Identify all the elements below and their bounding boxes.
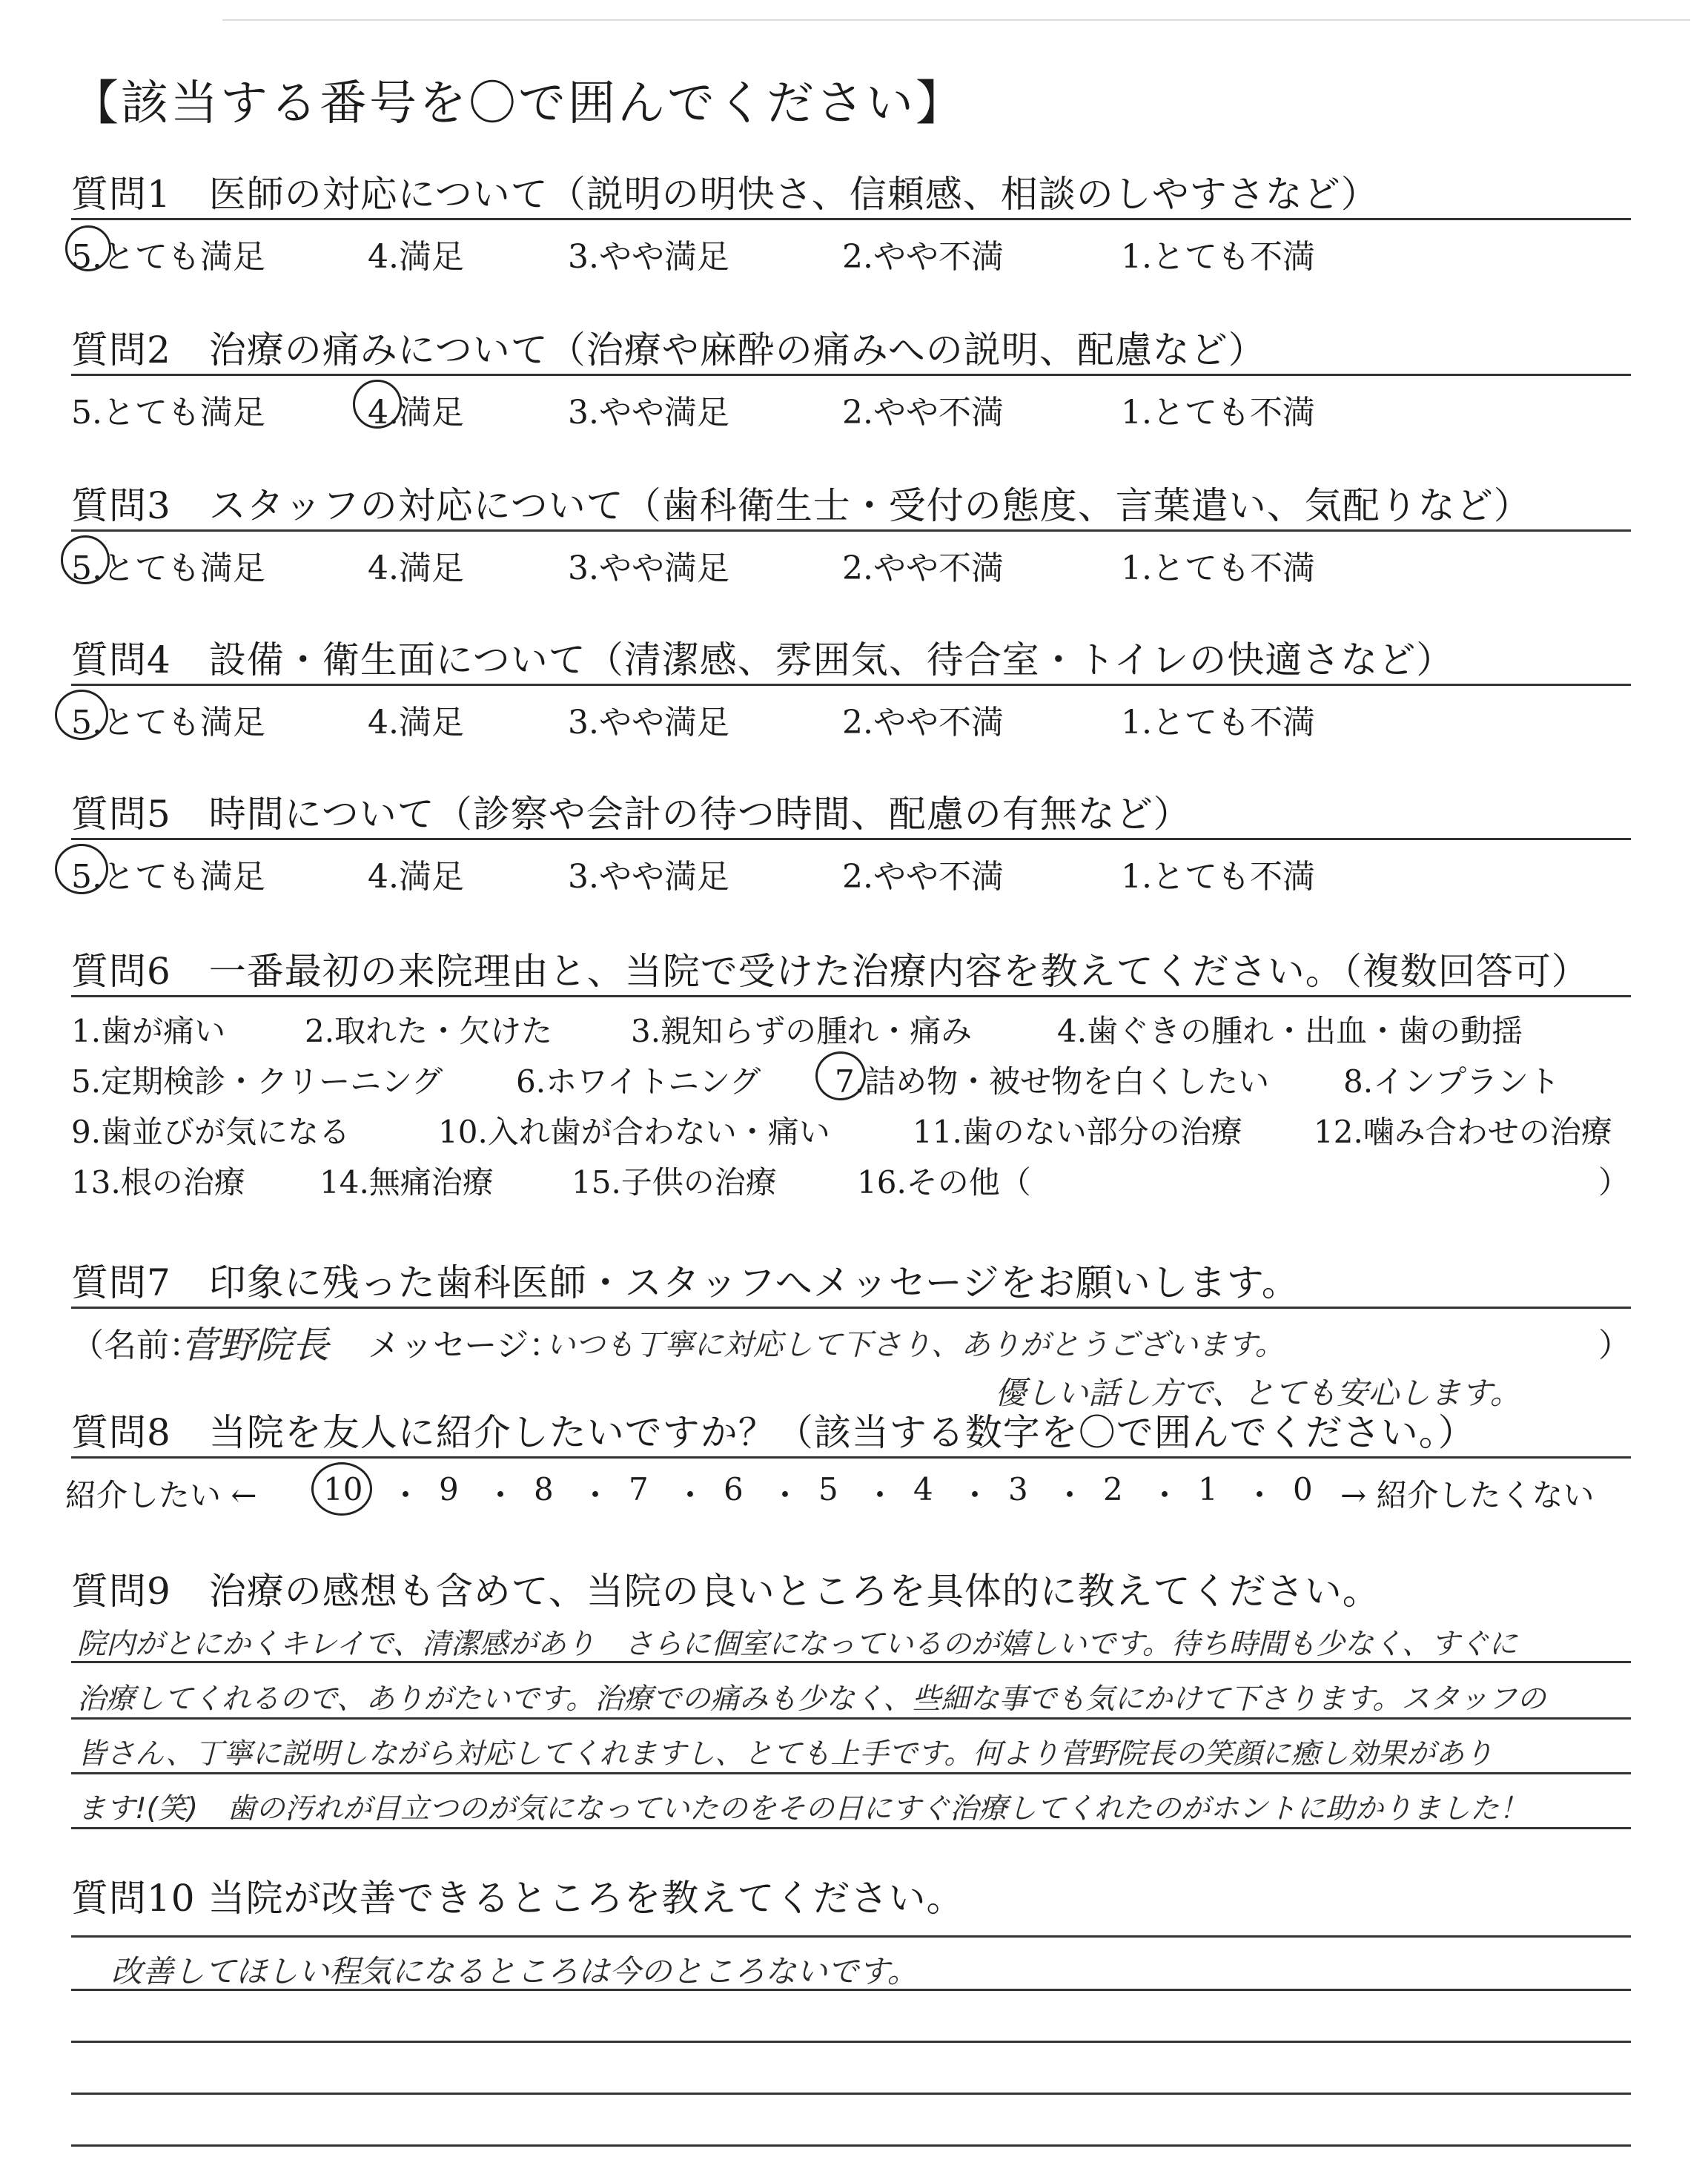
- q2-option-3[interactable]: 3.やや満足: [568, 394, 729, 432]
- q8-scale-3[interactable]: 3: [1008, 1471, 1028, 1507]
- q8-scale-7[interactable]: 7: [629, 1471, 649, 1507]
- question-10-title: 質問10 当院が改善できるところを教えてください。: [71, 1877, 964, 1920]
- q3-selection-circle: [61, 535, 110, 584]
- question-8-rule: [71, 1456, 1631, 1459]
- q6-option-8[interactable]: 8.インプラント: [1343, 1063, 1560, 1100]
- q8-dot: ・: [390, 1477, 422, 1513]
- q6-option-16[interactable]: 16.その他（: [857, 1164, 1031, 1200]
- q6-option-3[interactable]: 3.親知らずの腫れ・痛み: [631, 1013, 973, 1049]
- question-2-title: 質問2 治療の痛みについて（治療や麻酔の痛みへの説明、配慮など）: [71, 328, 1266, 371]
- q6-option-14[interactable]: 14.無痛治療: [320, 1164, 494, 1200]
- q8-scale-1[interactable]: 1: [1198, 1471, 1218, 1507]
- q5-option-2[interactable]: 2.やや不満: [842, 858, 1004, 896]
- q7-name-label: （名前：: [71, 1327, 202, 1364]
- question-5-title: 質問5 時間について（診察や会計の待つ時間、配慮の有無など）: [71, 793, 1191, 836]
- q8-selection-circle: [311, 1462, 372, 1516]
- q3-option-5[interactable]: 5.とても満足: [71, 549, 265, 587]
- q1-option-2[interactable]: 2.やや不満: [842, 238, 1004, 276]
- q7-close-paren: ）: [1598, 1327, 1631, 1364]
- q2-option-1[interactable]: 1.とても不満: [1121, 394, 1315, 432]
- q3-option-1[interactable]: 1.とても不満: [1121, 549, 1315, 587]
- q3-option-2[interactable]: 2.やや不満: [842, 549, 1004, 587]
- q6-option-5[interactable]: 5.定期検診・クリーニング: [71, 1063, 443, 1100]
- q1-option-3[interactable]: 3.やや満足: [568, 238, 729, 276]
- page-heading: 【該当する番号を〇で囲んでください】: [71, 76, 965, 131]
- q8-scale-2[interactable]: 2: [1103, 1471, 1123, 1507]
- q7-message-line2: 優しい話し方で、とても安心します。: [995, 1375, 1521, 1411]
- q9-writing-line-3: [71, 1772, 1631, 1774]
- q6-option-16-close: ）: [1598, 1164, 1630, 1200]
- q6-option-12[interactable]: 12.噛み合わせの治療: [1314, 1114, 1612, 1150]
- question-2-rule: [71, 374, 1631, 376]
- q9-writing-line-2: [71, 1717, 1631, 1720]
- q10-writing-line-3: [71, 2041, 1631, 2043]
- q6-option-6[interactable]: 6.ホワイトニング: [516, 1063, 761, 1100]
- q2-option-2[interactable]: 2.やや不満: [842, 394, 1004, 432]
- q4-option-1[interactable]: 1.とても不満: [1121, 704, 1315, 742]
- question-6-rule: [71, 995, 1631, 997]
- q10-writing-line-5: [71, 2144, 1631, 2147]
- top-scan-line: [222, 19, 1690, 21]
- q1-option-5[interactable]: 5.とても満足: [71, 238, 265, 276]
- q8-scale-6[interactable]: 6: [724, 1471, 744, 1507]
- q7-message-line1: いつも丁寧に対応して下さり、ありがとうございます。: [546, 1328, 1285, 1362]
- q3-option-3[interactable]: 3.やや満足: [568, 549, 729, 587]
- question-7-rule: [71, 1307, 1631, 1309]
- q8-dot: ・: [1149, 1477, 1181, 1513]
- q6-option-13[interactable]: 13.根の治療: [71, 1164, 245, 1200]
- q1-option-1[interactable]: 1.とても不満: [1121, 238, 1315, 276]
- q4-option-3[interactable]: 3.やや満足: [568, 704, 729, 742]
- q10-writing-line-4: [71, 2093, 1631, 2095]
- q2-option-5[interactable]: 5.とても満足: [71, 394, 265, 432]
- q1-option-4[interactable]: 4.満足: [368, 238, 464, 276]
- q2-option-4[interactable]: 4.満足: [368, 394, 464, 432]
- q8-dot: ・: [864, 1477, 896, 1513]
- q3-option-4[interactable]: 4.満足: [368, 549, 464, 587]
- question-3-rule: [71, 529, 1631, 532]
- q5-option-3[interactable]: 3.やや満足: [568, 858, 729, 896]
- question-7-title: 質問7 印象に残った歯科医師・スタッフへメッセージをお願いします。: [71, 1261, 1300, 1304]
- question-5-rule: [71, 838, 1631, 840]
- question-9-title: 質問9 治療の感想も含めて、当院の良いところを具体的に教えてください。: [71, 1570, 1380, 1613]
- q9-answer-line-4: ます!(笑) 歯の汚れが目立つのが気になっていたのをその日にすぐ治療してくれたのがホントに助かりました！: [77, 1792, 1529, 1826]
- question-8-title: 質問8 当院を友人に紹介したいですか？（該当する数字を〇で囲んでください。）: [71, 1411, 1476, 1454]
- q9-writing-line-4: [71, 1827, 1631, 1829]
- q4-option-2[interactable]: 2.やや不満: [842, 704, 1004, 742]
- q6-selection-circle: [815, 1051, 866, 1100]
- q8-dot: ・: [675, 1477, 706, 1513]
- q2-selection-circle: [353, 380, 402, 429]
- q8-scale-9[interactable]: 9: [439, 1471, 459, 1507]
- q1-selection-circle: [65, 225, 111, 271]
- q8-dot: ・: [769, 1477, 801, 1513]
- q4-selection-circle: [55, 690, 108, 740]
- question-1-title: 質問1 医師の対応について（説明の明快さ、信頼感、相談のしやすさなど）: [71, 173, 1379, 216]
- q6-option-10[interactable]: 10.入れ歯が合わない・痛い: [438, 1114, 830, 1150]
- q8-right-label: → 紹介したくない: [1340, 1477, 1595, 1513]
- q5-option-4[interactable]: 4.満足: [368, 858, 464, 896]
- q4-option-5[interactable]: 5.とても満足: [71, 704, 265, 742]
- q8-left-label: 紹介したい ←: [65, 1477, 257, 1513]
- q8-dot: ・: [959, 1477, 991, 1513]
- q7-message-label: メッセージ：: [368, 1327, 562, 1364]
- question-4-rule: [71, 684, 1631, 686]
- question-4-title: 質問4 設備・衛生面について（清潔感、雰囲気、待合室・トイレの快適さなど）: [71, 638, 1454, 681]
- q6-option-11[interactable]: 11.歯のない部分の治療: [913, 1114, 1242, 1150]
- q6-option-4[interactable]: 4.歯ぐきの腫れ・出血・歯の動揺: [1057, 1013, 1523, 1049]
- q8-dot: ・: [1244, 1477, 1276, 1513]
- q8-scale-10[interactable]: 10: [323, 1471, 363, 1507]
- q8-scale-0[interactable]: 0: [1293, 1471, 1313, 1507]
- question-3-title: 質問3 スタッフの対応について（歯科衛生士・受付の態度、言葉遣い、気配りなど）: [71, 484, 1532, 527]
- q4-option-4[interactable]: 4.満足: [368, 704, 464, 742]
- q8-dot: ・: [580, 1477, 612, 1513]
- q9-answer-line-1: 院内がとにかくキレイで、清潔感があり さらに個室になっているのが嬉しいです。待ち時間も少なく、すぐに: [77, 1628, 1517, 1661]
- q6-option-1[interactable]: 1.歯が痛い: [71, 1013, 226, 1049]
- q10-answer-line-1: 改善してほしい程気になるところは今のところないです。: [111, 1953, 918, 1989]
- q6-option-7[interactable]: 7.詰め物・被せ物を白くしたい: [835, 1063, 1270, 1100]
- q9-answer-line-2: 治療してくれるので、ありがたいです。治療での痛みも少なく、些細な事でも気にかけて下さります。スタッフの: [77, 1682, 1546, 1716]
- q8-scale-5[interactable]: 5: [818, 1471, 838, 1507]
- q7-name-handwritten: 菅野院長: [181, 1324, 329, 1367]
- q10-writing-line-1: [71, 1935, 1631, 1938]
- q9-answer-line-3: 皆さん、丁寧に説明しながら対応してくれますし、とても上手です。何より菅野院長の笑顔に癒し効果があり: [77, 1737, 1494, 1771]
- q6-option-15[interactable]: 15.子供の治療: [572, 1164, 777, 1200]
- q8-scale-8[interactable]: 8: [534, 1471, 554, 1507]
- q6-option-9[interactable]: 9.歯並びが気になる: [71, 1114, 351, 1150]
- q5-option-1[interactable]: 1.とても不満: [1121, 858, 1315, 896]
- q6-option-2[interactable]: 2.取れた・欠けた: [305, 1013, 553, 1049]
- q5-option-5[interactable]: 5.とても満足: [71, 858, 265, 896]
- q8-scale-4[interactable]: 4: [913, 1471, 933, 1507]
- q5-selection-circle: [55, 844, 108, 894]
- q8-dot: ・: [485, 1477, 517, 1513]
- question-6-title: 質問6 一番最初の来院理由と、当院で受けた治療内容を教えてください。（複数回答可）: [71, 950, 1589, 993]
- q8-dot: ・: [1054, 1477, 1086, 1513]
- question-1-rule: [71, 218, 1631, 220]
